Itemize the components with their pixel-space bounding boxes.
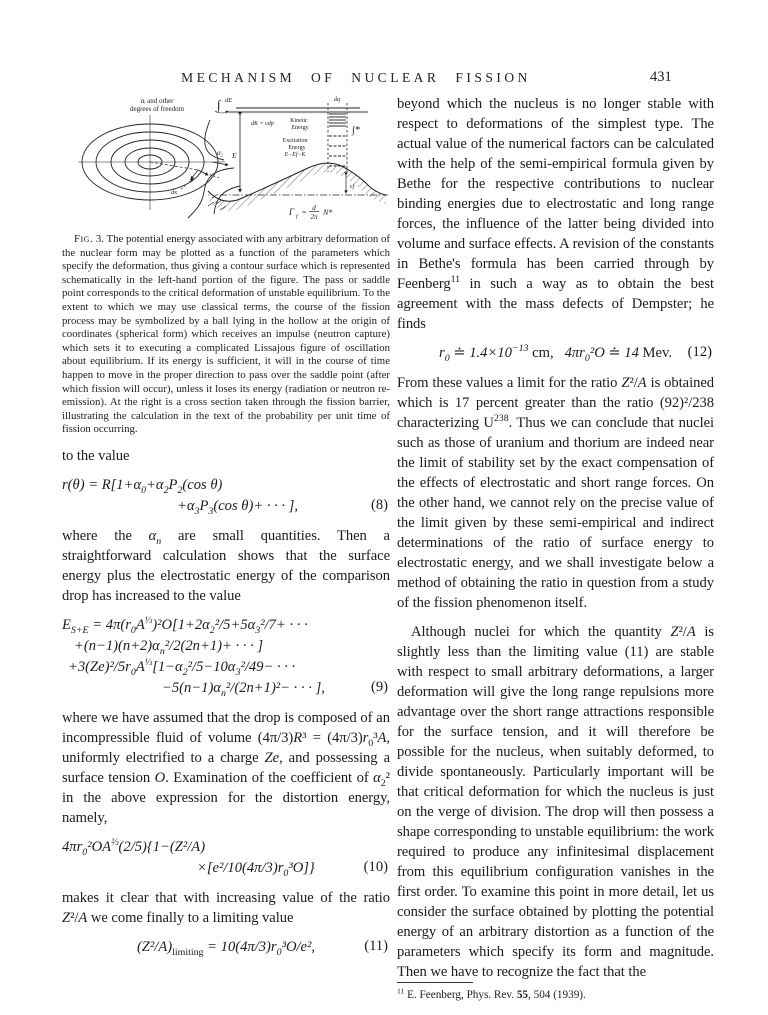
equation-8-line-2: $+\alpha_3P_3(\cos$ θ)+ · · · ], bbox=[177, 497, 299, 517]
figure-label-kinetic-2: Energy bbox=[291, 125, 309, 131]
equation-10-number: (10) bbox=[363, 858, 388, 875]
figure-caption: Fig. 3. The potential energy associated with any arbitrary deformation of the nuclear form may be plotted as a function of the parameters which specify the deformation, thus giving a contour surface which is represented schematically in the left-hand portion of the figure. The pass or saddle point corresponds to the critical deformation of unstable equilibrium. To the extent to which we may use classical terms, the course of the fission process may be symbolized by a ball lying in the hollow at the origin of coordinates (spherical form) which receives an impulse (neutron capture) which sets it to executing a complicated Lissajous figure of oscillation about equilibrium. If its energy is sufficient, it will in the course of time happen to move in the proper direction to pass over the saddle point (after which fission will occur), unless it loses its energy (radiation or neutron re-emission). At the right is a cross section taken through the fission barrier, illustrating the calculation in the text of the probability per unit time of fission occurring. bbox=[62, 233, 390, 436]
equation-9-line-1: $E_{S+E} = 4\pi(r_0A^{\frac{1}{3}})^2O[1+2\alpha_2^2/5+5\alpha_3^2/7+$ · · · bbox=[62, 615, 308, 636]
equation-12 bbox=[397, 343, 714, 364]
equation-8 bbox=[62, 475, 390, 517]
figure-label-E: E bbox=[232, 151, 237, 160]
barrier-diagram bbox=[208, 97, 388, 221]
equation-9-line-2: $+(n-1)(n+2)\alpha_n^2/2(2n+1)+$ · · · ] bbox=[74, 637, 264, 657]
footnote-rule bbox=[397, 982, 473, 983]
equation-11 bbox=[62, 937, 390, 958]
figure-label-excitation-1: Excitation bbox=[282, 138, 308, 144]
paragraph-makes-clear: makes it clear that with increasing value of the ratio Z²/A we come finally to a limiting value bbox=[62, 889, 390, 926]
page-number: 431 bbox=[650, 69, 672, 85]
equation-12-line-1: $r_0$ ≐ $1.4\times 10^{-13}$ cm, $4\pi r_0^2O$ ≐ 14 Mev. bbox=[439, 343, 672, 364]
figure-label-ef: εf bbox=[350, 183, 355, 190]
equation-10 bbox=[62, 837, 390, 879]
figure-label-gamma-sub: f bbox=[296, 214, 298, 220]
equation-9 bbox=[62, 615, 390, 699]
figure-label-frac-num: d bbox=[312, 204, 316, 212]
figure-label-dK: dK = vdp bbox=[251, 121, 274, 127]
paragraph-where-we: where we have assumed that the drop is composed of an incompressible fluid of volume $(4\pi/3)R^3 = (4\pi/3)r_0^3A$, uniformly electrified to a charge Ze, and possessing a surface tension O. Examination of the coefficient of $\alpha_2^2$ in the above expression for the distortion energy, namely, bbox=[62, 709, 391, 826]
equation-8-number: (8) bbox=[370, 496, 388, 513]
figure-label-integral: ∫ bbox=[217, 97, 221, 112]
equation-12-number: (12) bbox=[687, 344, 712, 360]
footnote-block bbox=[397, 982, 714, 1002]
running-title: MECHANISM OF NUCLEAR FISSION bbox=[181, 70, 531, 85]
paragraph-to-the-value: to the value bbox=[62, 447, 130, 464]
paragraph-from-these-values: From these values a limit for the ratio Z²/A is obtained which is 17 percent greater than the ratio (92)²/238 characterizing $U^{238}$. Thus we can conclude that nuclei such as those of uranium and thorium are indeed near the limit of stability set by the exact compensation of the effects of electrostatic and short range forces. On the other hand, we cannot rely on the precise value of the limit given by these semi-empirical and indirect determinations of the ratio of surface energy to electrostatic energy, and we shall investigate below a method of obtaining the ratio in question from a study of the fission phenomenon itself. bbox=[397, 375, 714, 611]
equation-9-line-4: $-5(n-1)\alpha_n^2/(2n+1)^2-$ · · · ], bbox=[162, 679, 325, 699]
figure-3 bbox=[62, 94, 390, 231]
paragraph-although-nuclei: Although nuclei for which the quantity Z²/A is slightly less than the limiting value (11) are stable with respect to small arbitrary deformations, a larger deformation will give the long range repulsions more advantage over the short range attractions responsible for the surface tension, and it will therefore be possible for the nucleus, when suitably deformed, to divide spontaneously. Particularly important will be that critical deformation for which the nucleus is just on the verge of division. The drop will then possess a shape corresponding to unstable equilibrium: the work required to produce any infinitesimal displacement from this equilibrium configuration vanishes in the first order. To examine this point in more detail, let us consider the surface obtained by plotting the potential energy of an arbitrary distortion as a function of the parameters which specify its form and magnitude. Then we have to recognize the fact that the bbox=[397, 624, 714, 980]
figure-label-frac-den: 2π bbox=[310, 213, 318, 221]
footnote-feenberg: $^{11}$ E. Feenberg, Phys. Rev. 55, 504 (1939). bbox=[397, 986, 586, 1001]
figure-label-excitation-3: E−Ef−K bbox=[284, 152, 306, 158]
figure-label-dE: dE bbox=[225, 97, 233, 104]
left-column bbox=[62, 94, 390, 967]
figure-label-alpha2: α₂ bbox=[217, 149, 224, 157]
equation-9-number: (9) bbox=[370, 678, 388, 695]
figure-label-kinetic-1: Kinetic bbox=[290, 118, 308, 124]
paragraph-beyond-which: beyond which the nucleus is no longer stable with respect to deformations of the simplest type. The actual value of the numerical factors can be calculated with the help of the semi-empirical formula given by Bethe for the respective contributions to nuclear binding energies due to electrostatic and long range forces, the influence of the latter being divided into volume and surface effects. A revision of the constants in Bethe's formula has been carried through by Feenberg$^{11}$ in such a way as to obtain the best agreement with the mass defects of Dempster; he finds bbox=[397, 96, 714, 332]
figure-label-dq: dq bbox=[334, 97, 340, 103]
equation-10-line-2: $\times[e^2/10(4\pi/3)r_0^3O]$} bbox=[197, 859, 315, 879]
figure-label-gamma: Γ bbox=[289, 207, 295, 217]
figure-label-degrees-2: degrees of freedom bbox=[129, 105, 185, 113]
figure-label-Nstar: N* bbox=[323, 208, 333, 217]
equation-11-line-1: $(Z^2/A)_{limiting} = 10(4\pi/3)r_0^3O/e^2$, bbox=[136, 938, 316, 958]
figure-label-degrees-1: αᵢ and other bbox=[140, 97, 174, 105]
right-column bbox=[397, 94, 714, 999]
equation-10-line-1: $4\pi r_0^2OA^{\frac{2}{3}}(2/5)\{1-(Z^2/A)$ bbox=[62, 837, 206, 858]
equation-8-line-1: $r(\theta) = R[1+\alpha_0+\alpha_2P_2(\cos$ θ) bbox=[62, 476, 223, 496]
figure-label-integral-star: ∫* bbox=[352, 125, 360, 136]
equation-9-line-3: $+3(Ze)^2/5r_0A^{\frac{1}{3}}[1-\alpha_2^2/5-10\alpha_3^2/49-$ · · · bbox=[68, 657, 296, 678]
equation-11-number: (11) bbox=[364, 937, 388, 954]
paragraph-where-alpha: where the $\alpha_n$ are small quantities. Then a straightforward calculation shows that the surface energy plus the electrostatic energy of the comparison drop has increased to the value bbox=[62, 527, 390, 604]
figure-3-drawing bbox=[62, 94, 390, 226]
figure-label-dx: dx bbox=[171, 189, 178, 196]
figure-label-equals: = bbox=[302, 208, 307, 217]
figure-label-excitation-2: Energy bbox=[288, 145, 306, 151]
